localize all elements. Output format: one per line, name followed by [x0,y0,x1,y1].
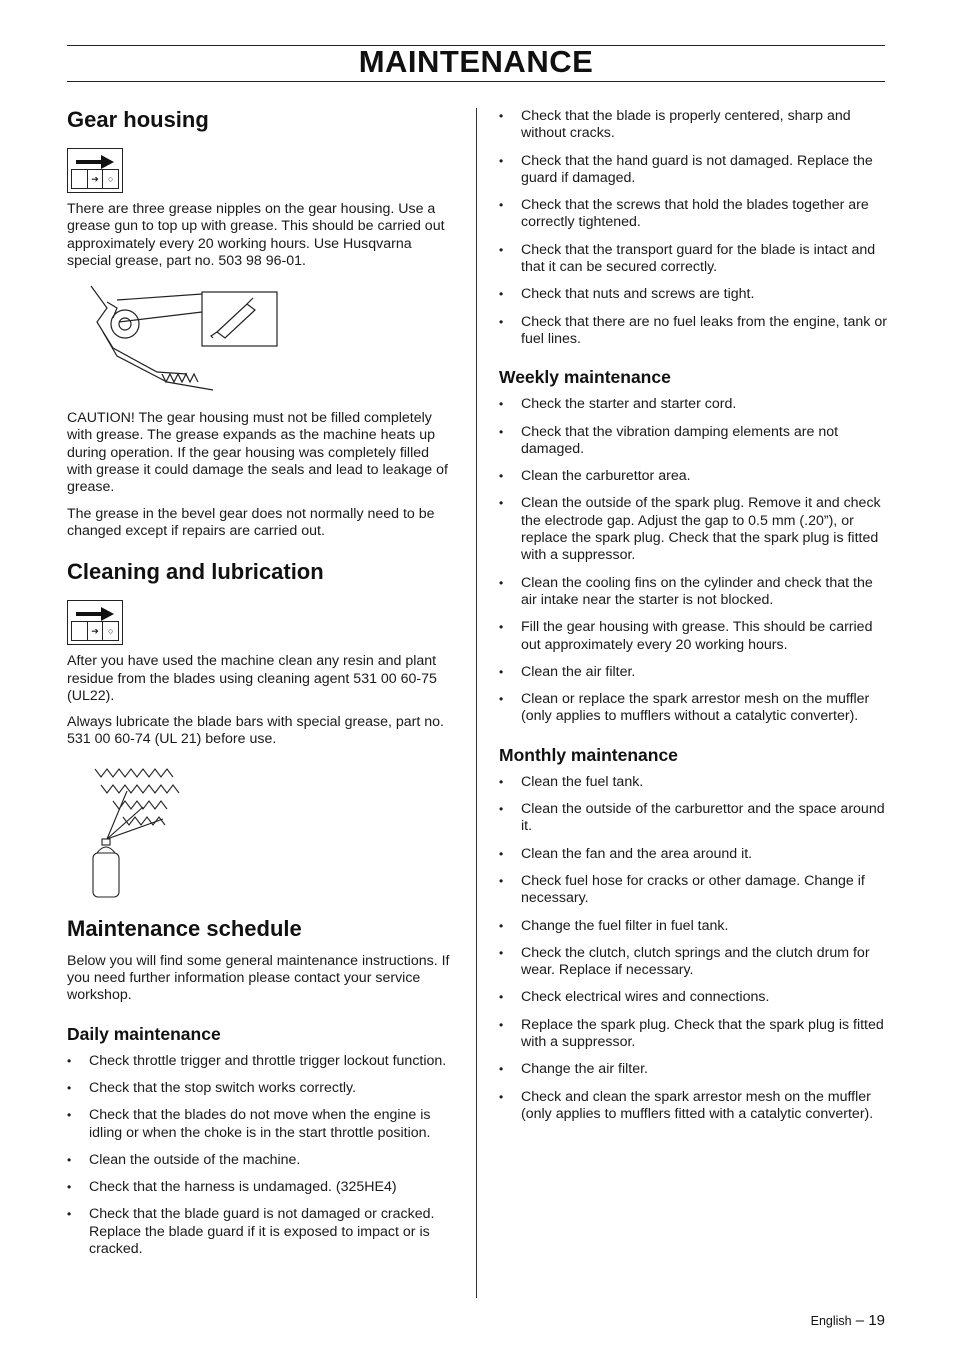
gear-housing-text: There are three grease nipples on the gear housing. Use a grease gun to top up with grease. This should be carried out approximately every 20 working hours. Use Husqvarna special grease, part no. 503 98 96-01. [67,201,445,269]
page-footer [811,1312,885,1329]
cleaning-heading: Cleaning and lubrication [67,559,324,585]
list-item: • Change the air filter. [499,1061,889,1078]
list-item: • Check electrical wires and connections. [499,989,889,1006]
right-column [499,108,889,1123]
gear-housing-heading: Gear housing [67,107,209,132]
list-item: • Check fuel hose for cracks or other damage. Change if necessary. [499,873,889,908]
bevel-gear-text: The grease in the bevel gear does not normally need to be changed except if repairs are carried out. [67,505,435,539]
list-item: • Check that the transport guard for the blade is intact and that it can be secured correctly. [499,242,889,277]
list-item: • Check the clutch, clutch springs and the clutch drum for wear. Replace if necessary. [499,945,889,980]
list-item: • Clean the outside of the machine. [67,1152,455,1169]
list-item: • Clean the outside of the carburettor and the space around it. [499,801,889,836]
lubricate-text: Always lubricate the blade bars with special grease, part no. 531 00 60-74 (UL 21) before use. [67,714,444,748]
page-number: 19 [868,1312,885,1329]
grease-gun-illustration [67,282,279,400]
list-item: • Check that the vibration damping elements are not damaged. [499,424,889,459]
list-item: • Change the fuel filter in fuel tank. [499,918,889,935]
list-item: • Clean the fan and the area around it. [499,846,889,863]
schedule-intro: Below you will find some general maintenance instructions. If you need further information please contact your service workshop. [67,952,450,1004]
daily-list [67,1053,455,1259]
list-item: • Clean the air filter. [499,664,889,681]
list-item: • Replace the spark plug. Check that the spark plug is fitted with a suppressor. [499,1017,889,1052]
list-item: • Clean the cooling fins on the cylinder and check that the air intake near the starter is not blocked. [499,575,889,610]
spray-can-illustration [67,761,212,901]
weekly-heading: Weekly maintenance [499,367,671,388]
list-item: • Check the starter and starter cord. [499,396,889,413]
list-item: • Fill the gear housing with grease. This should be carried out approximately every 20 working hours. [499,619,889,654]
maintenance-symbol-icon: ➔ ○ [67,600,123,645]
footer-language: English [810,1314,852,1328]
list-item: • Check and clean the spark arrestor mesh on the muffler (only applies to mufflers fitted with a catalytic converter). [499,1089,889,1124]
list-item: • Clean or replace the spark arrestor mesh on the muffler (only applies to mufflers without a catalytic converter). [499,691,889,726]
maintenance-symbol-icon: ➔ ○ [67,148,123,193]
cleaning-text: After you have used the machine clean any resin and plant residue from the blades using cleaning agent 531 00 60-75 (UL22). [67,653,437,704]
list-item: • Check that the harness is undamaged. (325HE4) [67,1179,455,1196]
list-item: • Check throttle trigger and throttle trigger lockout function. [67,1053,455,1070]
page-title: MAINTENANCE [358,44,594,79]
weekly-list [499,396,889,725]
list-item: • Clean the carburettor area. [499,468,889,485]
list-item: • Check that the hand guard is not damaged. Replace the guard if damaged. [499,153,889,188]
schedule-heading: Maintenance schedule [67,915,302,941]
list-item: • Check that there are no fuel leaks from the engine, tank or fuel lines. [499,314,889,349]
list-item: • Check that the blades do not move when the engine is idling or when the choke is in the start throttle position. [67,1107,455,1142]
list-item: • Clean the outside of the spark plug. Remove it and check the electrode gap. Adjust the gap to 0.5 mm (.20”), or replace the spark plug. Check that the spark plug is fitted with a suppressor. [499,495,889,564]
footer-separator: – [855,1312,865,1329]
list-item: • Check that the blade is properly centered, sharp and without cracks. [499,108,889,143]
list-item: • Clean the fuel tank. [499,774,889,791]
list-item: • Check that nuts and screws are tight. [499,286,889,303]
list-item: • Check that the blade guard is not damaged or cracked. Replace the blade guard if it is exposed to impact or is cracked. [67,1206,455,1258]
list-item: • Check that the stop switch works correctly. [67,1080,455,1097]
header-rule-bottom [67,81,885,82]
column-divider [476,108,477,1298]
left-column [67,106,455,1258]
list-item: • Check that the screws that hold the blades together are correctly tightened. [499,197,889,232]
daily-list-continued [499,108,889,348]
monthly-list [499,774,889,1123]
caution-text: CAUTION! The gear housing must not be filled completely with grease. The grease expands as the machine heats up during operation. If the gear housing was completely filled with grease it could damage the seals and lead to leakage of grease. [67,410,448,496]
daily-heading: Daily maintenance [67,1023,221,1044]
monthly-heading: Monthly maintenance [499,744,678,765]
